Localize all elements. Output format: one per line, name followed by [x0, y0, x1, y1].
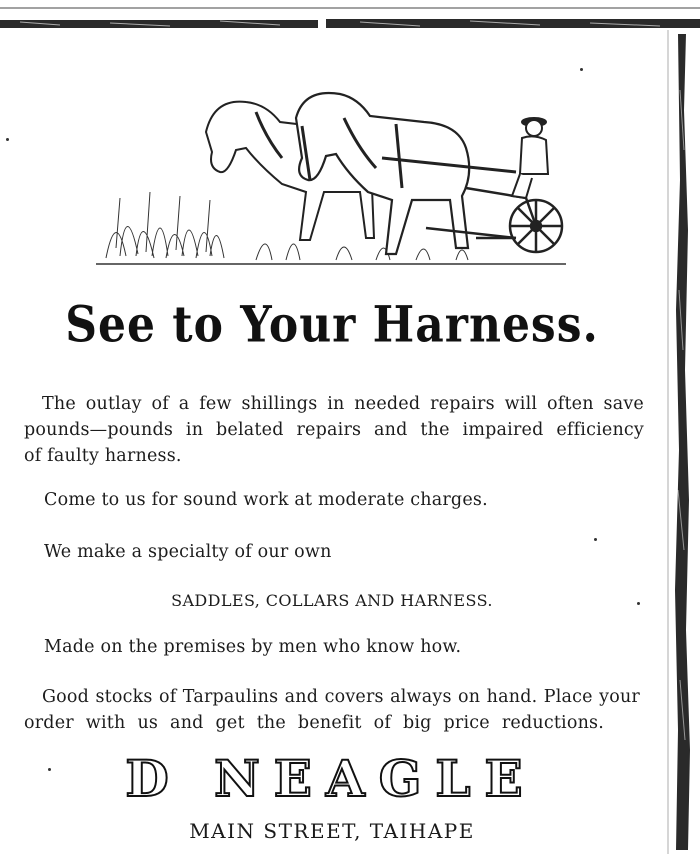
right-border-rule: [664, 30, 700, 854]
paragraph-tarpaulins-line1: Good stocks of Tarpaulins and covers always on hand. Place your: [42, 687, 640, 707]
paragraph-come-to-us: Come to us for sound work at moderate charges.: [44, 490, 488, 510]
print-speck: [6, 138, 9, 141]
horse-mower-illustration: [96, 88, 566, 274]
print-speck: [594, 538, 597, 541]
paragraph-premises: Made on the premises by men who know how.: [44, 637, 462, 657]
paragraph-outlay-line3: of faulty harness.: [24, 446, 182, 466]
products-line: SADDLES, COLLARS AND HARNESS.: [171, 591, 493, 610]
print-speck: [48, 768, 51, 771]
paragraph-outlay-line1: The outlay of a few shillings in needed repairs will often save: [42, 394, 644, 414]
print-speck: [580, 68, 583, 71]
address-line: MAIN STREET, TAIHAPE: [189, 819, 475, 843]
ad-headline: See to Your Harness.: [65, 296, 599, 355]
paragraph-tarpaulins-line2: order with us and get the benefit of big price reductions.: [24, 713, 604, 733]
top-border-rule: [0, 0, 700, 34]
paragraph-specialty: We make a specialty of our own: [44, 542, 332, 562]
print-speck: [637, 602, 640, 605]
paragraph-tarpaulins: [24, 684, 640, 736]
paragraph-outlay: [24, 391, 644, 469]
brand-name: [66, 752, 596, 804]
paragraph-outlay-line2: pounds—pounds in belated repairs and the impaired efficiency: [24, 420, 644, 440]
brand-name-text: D NEAGLE: [125, 752, 537, 804]
